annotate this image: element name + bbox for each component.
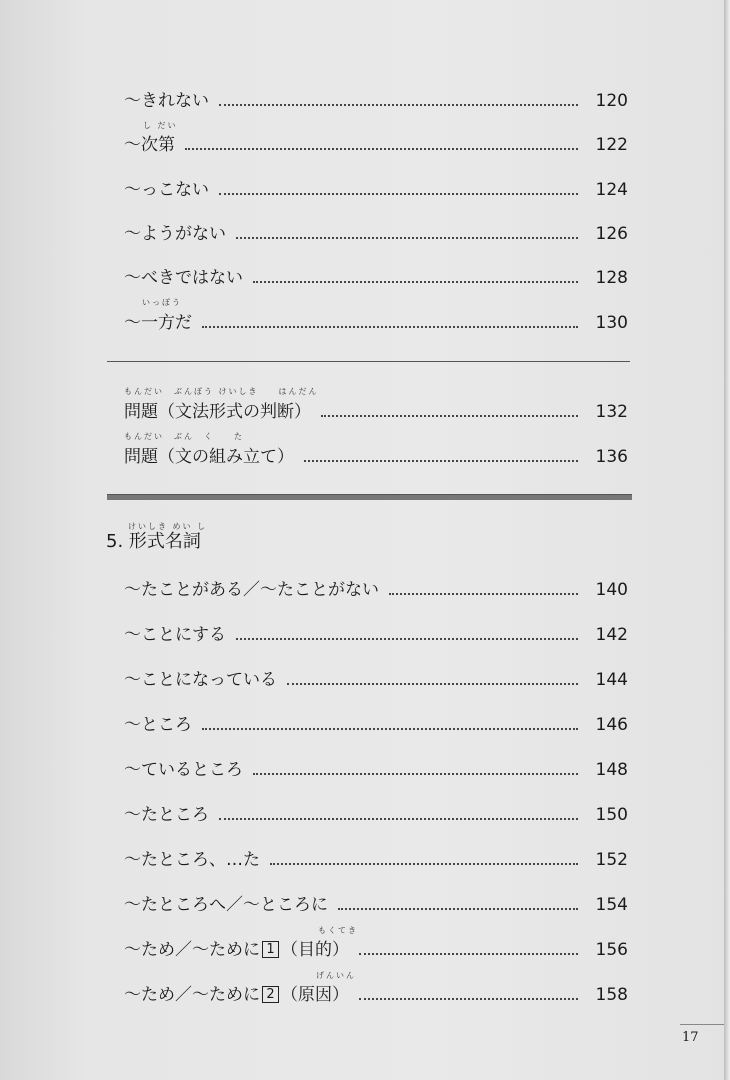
entry-text	[124, 984, 349, 1006]
dot-leader	[270, 863, 578, 865]
entry-text: ～たところ、…た	[124, 850, 260, 870]
toc-entry	[124, 755, 628, 781]
entry-page: 136	[595, 447, 628, 467]
boxed-number: 2	[262, 986, 279, 1003]
ruby-annotation: もくてき	[318, 926, 358, 935]
dot-leader	[219, 104, 578, 106]
ruby-annotation: げんいん	[316, 971, 356, 980]
boxed-number: 1	[262, 941, 279, 958]
entry-text: 問題（文の組み立て）	[124, 447, 294, 467]
toc-entry	[124, 130, 628, 156]
dot-leader	[338, 908, 578, 910]
ruby-annotation: し だい	[143, 121, 178, 130]
entry-text: ～ところ	[124, 715, 192, 735]
dot-leader	[287, 683, 578, 685]
toc-entry	[124, 980, 628, 1006]
section-title: 5. 形式名詞	[106, 531, 201, 552]
toc-entry	[124, 86, 628, 112]
toc-entry	[124, 620, 628, 646]
entry-page: 126	[595, 224, 628, 244]
dot-leader	[202, 326, 578, 328]
ruby-annotation: もんだい ぶん く た	[124, 432, 244, 441]
toc-entry	[124, 219, 628, 245]
entry-text: ～っこない	[124, 180, 209, 200]
dot-leader	[389, 593, 578, 595]
toc-entry	[124, 308, 628, 334]
entry-text: ～ことにする	[124, 625, 226, 645]
toc-entry	[124, 575, 628, 601]
dot-leader	[304, 460, 578, 462]
dot-leader	[219, 818, 578, 820]
toc-entry	[124, 710, 628, 736]
dot-leader	[202, 728, 578, 730]
toc-entry	[124, 442, 628, 468]
entry-text: ～ことになっている	[124, 670, 277, 690]
entry-page: 142	[595, 625, 628, 645]
toc-entry	[124, 890, 628, 916]
entry-text: ～たところへ／～ところに	[124, 895, 328, 915]
entry-page: 152	[595, 850, 628, 870]
entry-page: 146	[595, 715, 628, 735]
toc-entry	[124, 397, 628, 423]
entry-page: 144	[595, 670, 628, 690]
page-edge	[724, 0, 730, 1080]
entry-text: ～ようがない	[124, 224, 226, 244]
entry-page: 132	[595, 402, 628, 422]
entry-text-after: （目的）	[281, 940, 349, 960]
dot-leader	[359, 998, 578, 1000]
entry-page: 128	[595, 268, 628, 288]
ruby-annotation: けいしき めい し	[128, 522, 208, 531]
divider	[107, 361, 630, 362]
entry-text: ～ているところ	[124, 760, 243, 780]
dot-leader	[321, 415, 578, 417]
toc-entry	[124, 263, 628, 289]
entry-text: ～きれない	[124, 91, 209, 111]
entry-text	[124, 939, 349, 961]
entry-text: ～一方だ	[124, 313, 192, 333]
dot-leader	[236, 638, 578, 640]
entry-page: 148	[595, 760, 628, 780]
section-divider	[107, 494, 632, 500]
dot-leader	[253, 281, 578, 283]
toc-entry	[124, 845, 628, 871]
page-number: 17	[682, 1030, 699, 1045]
entry-page: 130	[595, 313, 628, 333]
entry-text-before: ～ため／～ために	[124, 985, 260, 1005]
entry-text-after: （原因）	[281, 985, 349, 1005]
entry-page: 124	[595, 180, 628, 200]
entry-page: 120	[595, 91, 628, 111]
toc-entry	[124, 665, 628, 691]
footer-rule	[680, 1024, 724, 1025]
toc-entry	[124, 935, 628, 961]
dot-leader	[219, 193, 578, 195]
entry-text: ～次第	[124, 135, 175, 155]
toc-entry	[124, 800, 628, 826]
toc-entry	[124, 175, 628, 201]
entry-page: 140	[595, 580, 628, 600]
entry-text: 問題（文法形式の判断）	[124, 402, 311, 422]
entry-page: 156	[595, 940, 628, 960]
entry-page: 150	[595, 805, 628, 825]
entry-text-before: ～ため／～ために	[124, 940, 260, 960]
dot-leader	[359, 953, 578, 955]
ruby-annotation: いっぽう	[142, 298, 182, 307]
dot-leader	[253, 773, 578, 775]
dot-leader	[185, 148, 578, 150]
dot-leader	[236, 237, 578, 239]
ruby-annotation: もんだい ぶんぽう けいしき はんだん	[124, 387, 319, 396]
entry-text: ～たところ	[124, 805, 209, 825]
entry-text: ～べきではない	[124, 268, 243, 288]
entry-page: 122	[595, 135, 628, 155]
entry-page: 158	[595, 985, 628, 1005]
entry-page: 154	[595, 895, 628, 915]
entry-text: ～たことがある／～たことがない	[124, 580, 379, 600]
